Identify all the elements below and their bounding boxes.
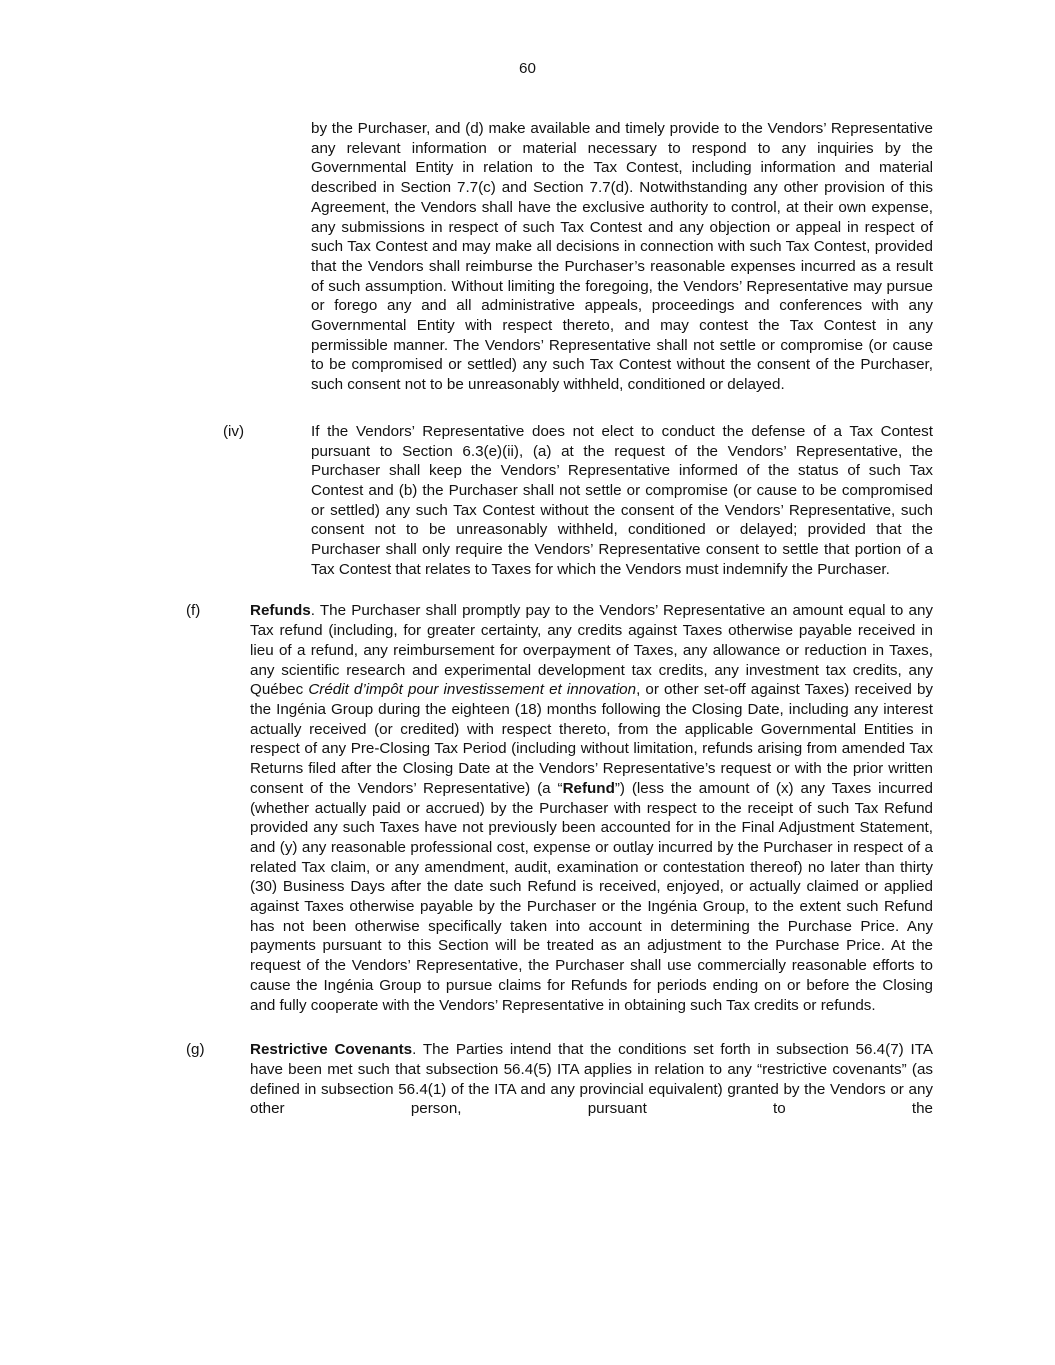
paragraph-item-g <box>186 1040 933 1119</box>
page-number: 60 <box>519 60 536 77</box>
emphasized-text: Crédit d’impôt pour investissement et innovation <box>308 681 637 699</box>
text-run: . The Purchaser shall promptly pay to the Vendors’ Representative an amount equal to any Tax refund (including, for greater certainty, any credits against Taxes otherwise payable received in lieu of a refund, any reimbursement for overpayment of Taxes, any allowance or reduction in Taxes, any scientific research and experimental development tax credits, any investment tax credits, any Québec <box>250 602 933 699</box>
list-label: (iv) <box>223 422 245 440</box>
list-label: (f) <box>186 602 201 620</box>
text-run: by the Purchaser, and (d) make available and timely provide to the Vendors’ Representative any relevant information or material necessary to respond to any inquiries by the Governmental Entity in relation to the Tax Contest, including information and material described in Section 7.7(c) and Section 7.7(d). Notwithstanding any other provision of this Agreement, the Vendors shall have the exclusive authority to control, at their own expense, any submissions in respect of such Tax Contest and any objection or appeal in respect of such Tax Contest and may make all decisions in connection with such Tax Contest, provided that the Vendors shall reimburse the Purchaser’s reasonable expenses incurred as a result of such assumption. Without limiting the foregoing, the Vendors’ Representative may pursue or forego any and all administrative appeals, proceedings and conferences with any Governmental Entity with respect thereto, and may contest the Tax Contest in any permissible manner. The Vendors’ Representative shall not settle or compromise (or cause to be compromised or settled) any such Tax Contest without the consent of the Purchaser, such consent not to be unreasonably withheld, conditioned or delayed. <box>311 120 933 394</box>
text-run: If the Vendors’ Representative does not elect to conduct the defense of a Tax Contest pursuant to Section 6.3(e)(ii), (a) at the request of the Vendors’ Representative, the Purchaser shall keep the Vendors’ Representative informed of the status of such Tax Contest and (b) the Purchaser shall not settle or compromise (or cause to be compromised or settled) any such Tax Contest without the consent of the Vendors’ Representative, such consent not to be unreasonably withheld, conditioned or delayed; provided that the Purchaser shall only require the Vendors’ Representative consent to settle that portion of a Tax Contest that relates to Taxes for which the Vendors must indemnify the Purchaser. <box>311 422 933 578</box>
emphasized-text: Restrictive Covenants <box>250 1041 413 1059</box>
paragraph-item-f <box>186 601 933 1015</box>
emphasized-text: Refund <box>562 779 615 797</box>
text-run: ”) (less the amount of (x) any Taxes incurred (whether actually paid or accrued) by the Purchaser with respect to the receipt of such Tax Refund provided any such Taxes have not previously been accounted for in the Final Adjustment Statement, and (y) any reasonable professional cost, expense or outlay incurred by the Purchaser in respect of a related Tax claim, or any amendment, audit, examination or contestation thereof) no later than thirty (30) Business Days after the date such Refund is received, enjoyed, or actually claimed or applied against Taxes otherwise payable by the Purchaser or the Ingénia Group, to the extent such Refund has not been otherwise specifically taken into account in determining the Purchase Price. Any payments pursuant to this Section will be treated as an adjustment to the Purchase Price. At the request of the Vendors’ Representative, the Purchaser shall use commercially reasonable efforts to cause the Ingénia Group to pursue claims for Refunds for periods ending on or before the Closing and fully cooperate with the Vendors’ Representative in obtaining such Tax credits or refunds. <box>250 779 933 1014</box>
text-run: . The Parties intend that the conditions set forth in subsection 56.4(7) ITA have been met such that subsection 56.4(5) ITA applies in relation to any “restrictive covenants” (as defined in subsection 56.4(1) of the ITA and any provincial equivalent) granted by the Vendors or any other person, pursuant to the <box>250 1041 933 1118</box>
paragraph-text <box>250 1040 933 1119</box>
paragraph-text <box>250 601 933 1015</box>
paragraph-item-iv <box>223 422 933 580</box>
document-body <box>0 119 1055 1119</box>
paragraph-text <box>311 119 933 395</box>
text-run: , or other set-off against Taxes) received by the Ingénia Group during the eighteen (18) months following the Closing Date, including any interest actually received (or credited) with respect thereto, from the applicable Governmental Entities in respect of any Pre-Closing Tax Period (including without limitation, refunds arising from amended Tax Returns filed after the Closing Date at the Vendors’ Representative’s request or with the prior written consent of the Vendors’ Representative) (a “ <box>250 681 934 797</box>
paragraph-text <box>311 422 933 580</box>
paragraph-tax-contest-continuation <box>311 119 933 395</box>
list-label: (g) <box>186 1041 205 1059</box>
emphasized-text: Refunds <box>250 602 311 620</box>
